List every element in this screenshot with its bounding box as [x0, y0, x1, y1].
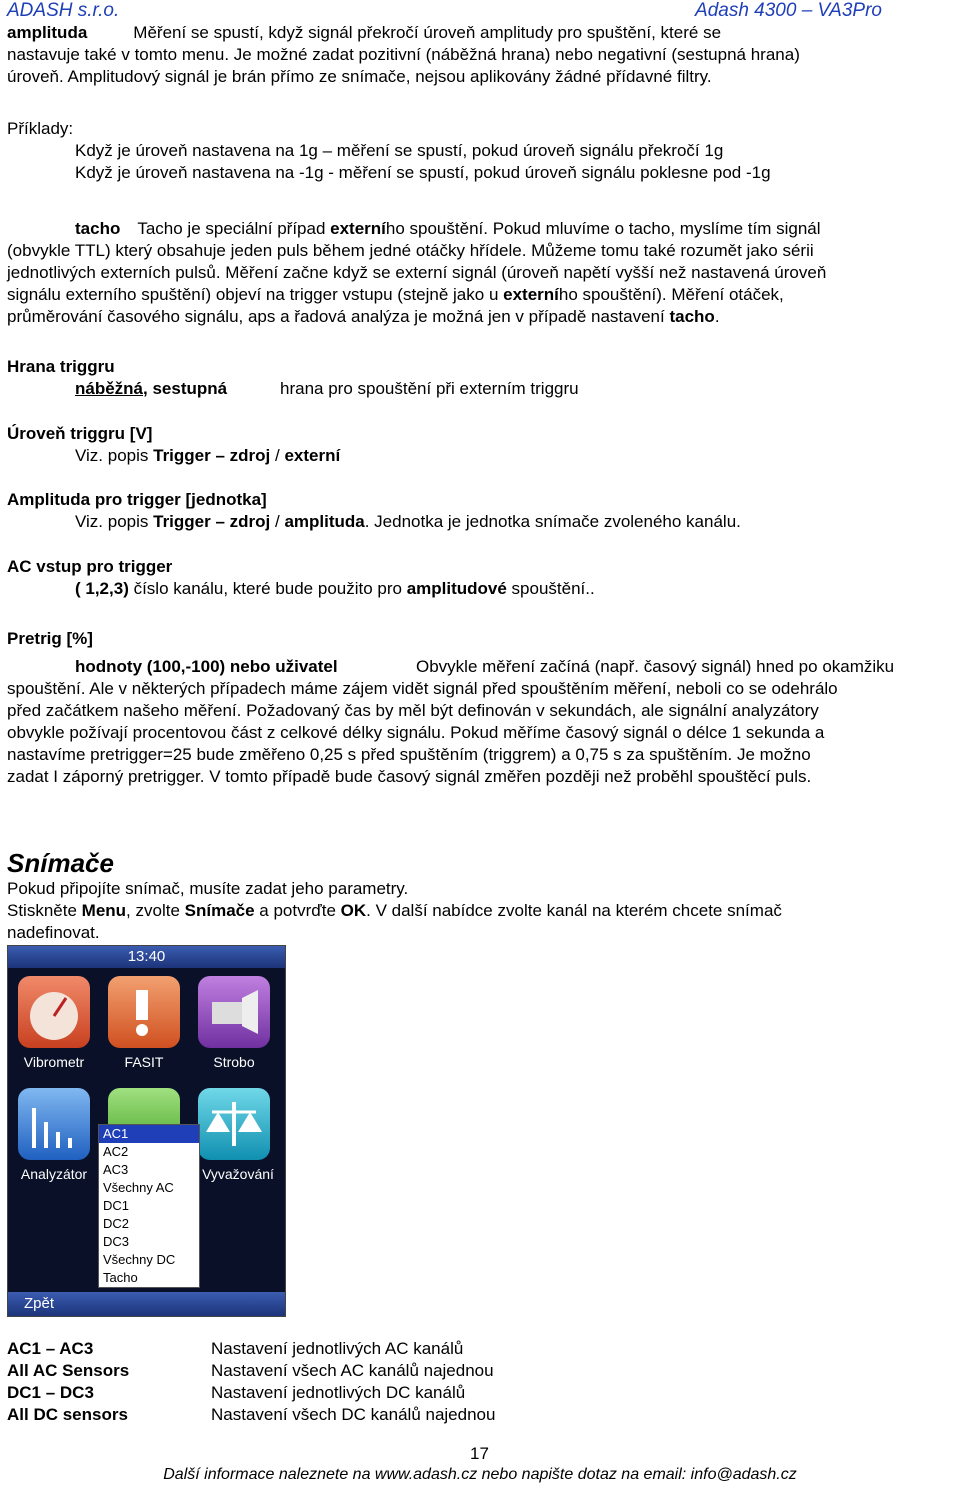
- vibrometer-icon[interactable]: [18, 976, 90, 1048]
- level-title-text: Úroveň triggru [V]: [7, 424, 153, 443]
- tacho-line-4: [7, 284, 784, 306]
- acinput-line: [75, 578, 595, 600]
- def-desc: Nastavení jednotlivých AC kanálů: [211, 1339, 464, 1358]
- strobo-icon[interactable]: [198, 976, 270, 1048]
- fasit-icon[interactable]: [108, 976, 180, 1048]
- ampunit-e: . Jednotka je jednotka snímače zvoleného kanálu.: [364, 512, 741, 531]
- edge-desc: hrana pro spouštění při externím triggru: [280, 379, 579, 398]
- device-clock: 13:40: [8, 946, 285, 968]
- edge-term-1: náběžná: [75, 379, 144, 398]
- sensors-p2c: , zvolte: [126, 901, 185, 920]
- sensors-p2b: Menu: [81, 901, 127, 920]
- def-term: [7, 1338, 93, 1360]
- tile-label-strobo: Strobo: [213, 1054, 255, 1070]
- sensors-p2: [7, 900, 782, 922]
- pretrig-line-6: zadat I záporný pretrigger. V tomto případě bude časový signál změřen později než proběhl spouštěcí puls.: [7, 767, 812, 786]
- level-b: Trigger – zdroj: [153, 446, 271, 465]
- def-term-text: All DC sensors: [7, 1405, 128, 1424]
- ampunit-c: /: [270, 512, 285, 531]
- menu-item[interactable]: Všechny AC: [103, 1180, 174, 1195]
- ampunit-title-text: Amplituda pro trigger [jednotka]: [7, 490, 267, 509]
- tacho-line-3: jednotlivých externích pulsů. Měření začne když se externí signál (úroveň napětí vyšší než nastavená úroveň: [7, 263, 827, 282]
- acinput-b: číslo kanálu, které bude použito pro: [128, 579, 407, 598]
- tacho-text-4c: ho spouštění). Měření otáček,: [558, 285, 784, 304]
- ampunit-title: [7, 489, 267, 511]
- ampunit-line: [75, 511, 741, 533]
- menu-item[interactable]: DC3: [103, 1234, 130, 1249]
- def-term: [7, 1382, 94, 1404]
- level-a: Viz. popis: [75, 446, 154, 465]
- header-company: ADASH s.r.o.: [7, 0, 120, 21]
- pretrig-line-5: nastavíme pretrigger=25 bude změřeno 0,25 s před spuštěním (triggrem) a 0,75 s za spuštěním. Je možno: [7, 745, 811, 764]
- example-2: Když je úroveň nastavena na -1g - měření se spustí, pokud úroveň signálu poklesne pod -1g: [75, 163, 771, 182]
- tacho-text-4b: externí: [503, 285, 559, 304]
- def-desc: Nastavení všech AC kanálů najednou: [211, 1361, 494, 1380]
- page-number: 17: [470, 1444, 489, 1463]
- sensors-heading: Snímače: [7, 848, 114, 878]
- def-term: [7, 1404, 128, 1426]
- acinput-d: spouštění..: [506, 579, 595, 598]
- sensors-p2g: . V další nabídce zvolte kanál na kterém chcete snímač: [366, 901, 782, 920]
- stroboscope-icon: [198, 976, 270, 1048]
- acinput-title: [7, 556, 172, 578]
- amplitude-text-1: Měření se spustí, když signál překročí úroveň amplitudy pro spuštění, které se: [133, 23, 722, 42]
- sensors-p1: Pokud připojíte snímač, musíte zadat jeho parametry.: [7, 879, 409, 898]
- sensors-p2f: OK: [340, 901, 367, 920]
- tile-label-fasit: FASIT: [124, 1054, 164, 1070]
- ampunit-b: Trigger – zdroj: [153, 512, 271, 531]
- menu-item[interactable]: Všechny DC: [103, 1252, 176, 1267]
- tile-label-balancing: Vyvažování: [202, 1166, 274, 1182]
- tacho-line-1: [75, 218, 821, 240]
- examples-label: Příklady:: [7, 119, 74, 138]
- example-1: Když je úroveň nastavena na 1g – měření se spustí, pokud úroveň signálu překročí 1g: [75, 141, 724, 160]
- edge-title: [7, 356, 115, 378]
- spectrum-icon: [18, 1088, 90, 1160]
- def-term-text: AC1 – AC3: [7, 1339, 94, 1358]
- pretrig-title-text: Pretrig [%]: [7, 629, 93, 648]
- ampunit-d: amplituda: [284, 512, 365, 531]
- tile-label-vibrometer: Vibrometr: [23, 1054, 85, 1070]
- pretrig-line-1: Obvykle měření začíná (např. časový signál) hned po okamžiku: [416, 657, 895, 676]
- tacho-line-2: (obvykle TTL) který obsahuje jeden puls během jedné otáčky hřídele. Můžeme tomu také rozumět jako sérii: [7, 241, 814, 260]
- acinput-c: amplitudové: [406, 579, 507, 598]
- tacho-text-5c: .: [714, 307, 720, 326]
- footer: Další informace naleznete na www.adash.cz nebo napište dotaz na email: info@adash.cz: [163, 1466, 797, 1483]
- tacho-text-4a: signálu externího spuštění) objeví na trigger vstupu (stejně jako u: [7, 285, 504, 304]
- edge-term-2: , sestupná: [143, 379, 228, 398]
- edge-line: [75, 378, 227, 400]
- tacho-line-5: [7, 306, 720, 328]
- def-term-text: DC1 – DC3: [7, 1383, 94, 1402]
- balancing-icon[interactable]: [198, 1088, 270, 1160]
- tacho-term: tacho: [75, 219, 121, 238]
- menu-item[interactable]: Tacho: [103, 1270, 138, 1285]
- level-title: [7, 423, 152, 445]
- device-screenshot: [7, 945, 286, 1317]
- amplitude-line-2: nastavuje také v tomto menu. Je možné zadat pozitivní (náběžná hrana) nebo negativní (sestupná hrana): [7, 45, 800, 64]
- def-desc: Nastavení jednotlivých DC kanálů: [211, 1383, 466, 1402]
- def-term-text: All AC Sensors: [7, 1361, 130, 1380]
- pretrig-term: [75, 656, 338, 678]
- sensors-p2a: Stiskněte: [7, 901, 82, 920]
- pretrig-term-text: hodnoty (100,-100) nebo uživatel: [75, 657, 338, 676]
- channel-menu[interactable]: [98, 1124, 200, 1288]
- menu-item[interactable]: AC3: [103, 1162, 129, 1177]
- tacho-text-1c: ho spouštění. Pokud mluvíme o tacho, myslíme tím signál: [385, 219, 821, 238]
- menu-item[interactable]: DC1: [103, 1198, 130, 1213]
- sensors-p2e: a potvrďte: [254, 901, 341, 920]
- pretrig-title: [7, 628, 93, 650]
- scale-icon: [198, 1088, 270, 1160]
- edge-title-text: Hrana triggru: [7, 357, 115, 376]
- def-term: [7, 1360, 129, 1382]
- amplitude-line-3: úroveň. Amplitudový signál je brán přímo ze snímače, nejsou aplikovány žádné přídavné filtry.: [7, 67, 712, 86]
- level-line: [75, 445, 340, 467]
- menu-item[interactable]: AC2: [103, 1144, 129, 1159]
- ampunit-a: Viz. popis: [75, 512, 154, 531]
- level-d: externí: [284, 446, 341, 465]
- gauge-icon: [18, 976, 90, 1048]
- analyzer-icon[interactable]: [18, 1088, 90, 1160]
- amplitude-term: amplituda: [7, 23, 88, 42]
- menu-item[interactable]: AC1: [99, 1125, 199, 1143]
- back-button[interactable]: Zpět: [8, 1292, 285, 1316]
- sensors-p3: nadefinovat.: [7, 923, 100, 942]
- level-c: /: [270, 446, 285, 465]
- tacho-text-1a: Tacho je speciální případ: [137, 219, 331, 238]
- def-desc: Nastavení všech DC kanálů najednou: [211, 1405, 496, 1424]
- acinput-a: ( 1,2,3): [75, 579, 129, 598]
- tacho-text-1b: externí: [330, 219, 386, 238]
- tile-label-analyzer: Analyzátor: [20, 1166, 88, 1182]
- pretrig-line-2: spouštění. Ale v některých případech máme zájem vidět signál před spouštěním měření, neboli co se odehrálo: [7, 679, 838, 698]
- menu-item[interactable]: DC2: [103, 1216, 130, 1231]
- amplitude-line-1: [7, 22, 721, 44]
- acinput-title-text: AC vstup pro trigger: [7, 557, 173, 576]
- pretrig-line-4: obvykle požívají procentovou část z celkové délky signálu. Pokud měříme časový signál o délce 1 sekunda a: [7, 723, 825, 742]
- tacho-text-5b: tacho: [669, 307, 715, 326]
- sensors-p2d: Snímače: [184, 901, 255, 920]
- tacho-text-5a: průměrování časového signálu, aps a řadová analýza je možná jen v případě nastavení: [7, 307, 670, 326]
- warning-icon: [108, 976, 180, 1048]
- pretrig-line-3: před začátkem našeho měření. Požadovaný čas by měl být definován v sekundách, ale signální analyzátory: [7, 701, 819, 720]
- header-product: Adash 4300 – VA3Pro: [695, 0, 882, 21]
